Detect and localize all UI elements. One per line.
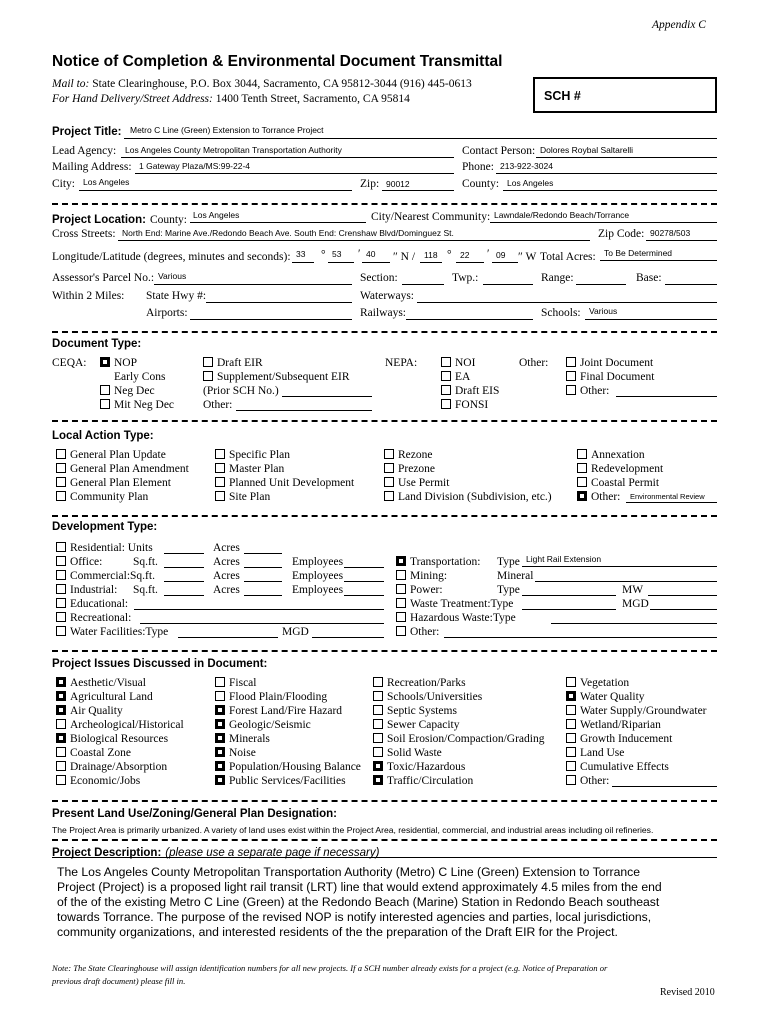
issue-cumulative-effects[interactable] — [566, 760, 669, 774]
issue-archeological-historical[interactable] — [56, 718, 184, 732]
project-location-heading: Project Location: — [52, 214, 146, 226]
local-prezone-label: Prezone — [398, 463, 436, 475]
lon-minutes[interactable]: 22 — [460, 250, 470, 260]
issue-water-quality-checkbox[interactable] — [566, 691, 576, 701]
issue-land-use-checkbox[interactable] — [566, 747, 576, 757]
local-general-plan-element[interactable] — [56, 476, 171, 490]
issue-other[interactable] — [566, 774, 609, 788]
cross-streets-label: Cross Streets: — [52, 228, 116, 240]
waterways-label: Waterways: — [360, 290, 414, 302]
transportation-type-value[interactable]: Light Rail Extension — [526, 554, 602, 564]
local-coastal-permit[interactable] — [577, 476, 659, 490]
issue-flood-plain-flooding-label: Flood Plain/Flooding — [229, 691, 328, 703]
contact-person-value[interactable]: Dolores Roybal Saltarelli — [540, 145, 634, 155]
issue-fiscal[interactable] — [215, 676, 256, 690]
project-description-sub: (please use a separate page if necessary) — [165, 847, 380, 859]
local-general-plan-element-label: General Plan Element — [70, 477, 171, 489]
lead-agency-label: Lead Agency: — [52, 145, 117, 157]
lon-degrees[interactable]: 118 — [424, 250, 438, 260]
local-use-permit-label: Use Permit — [398, 477, 450, 489]
issue-noise-checkbox[interactable] — [215, 747, 225, 757]
issue-soil-erosion-compaction-grading[interactable] — [373, 732, 544, 746]
issue-biological-resources-label: Biological Resources — [70, 733, 169, 745]
local-general-plan-amendment-label: General Plan Amendment — [70, 463, 189, 475]
issue-agricultural-land-label: Agricultural Land — [70, 691, 153, 703]
sch-box[interactable] — [533, 77, 717, 113]
contact-person-label: Contact Person: — [462, 145, 536, 157]
lat-seconds[interactable]: 40 — [366, 249, 376, 259]
issue-coastal-zone-checkbox[interactable] — [56, 747, 66, 757]
city-value[interactable]: Los Angeles — [83, 177, 130, 187]
dev-industrial[interactable]: Industrial: — [56, 583, 117, 597]
issue-economic-jobs-checkbox[interactable] — [56, 775, 66, 785]
issue-soil-erosion-compaction-grading-label: Soil Erosion/Compaction/Grading — [387, 733, 545, 745]
issue-land-use-label: Land Use — [580, 747, 625, 759]
issue-growth-inducement[interactable] — [566, 732, 672, 746]
appendix-label: Appendix C — [652, 19, 706, 31]
local-planned-unit-development[interactable] — [215, 476, 354, 490]
dev-transportation[interactable]: Transportation: — [396, 555, 481, 569]
issue-minerals-checkbox[interactable] — [215, 733, 225, 743]
issue-wetland-riparian-label: Wetland/Riparian — [580, 719, 661, 731]
issue-toxic-hazardous[interactable] — [373, 760, 465, 774]
lead-agency-value[interactable]: Los Angeles County Metropolitan Transportation Authority — [125, 145, 342, 155]
doc-noi[interactable]: NOI — [441, 356, 475, 370]
local-coastal-permit-checkbox[interactable] — [577, 477, 587, 487]
local-annexation[interactable] — [577, 448, 645, 462]
local-general-plan-amendment-checkbox[interactable] — [56, 463, 66, 473]
community-label: City/Nearest Community: — [371, 211, 491, 223]
mailing-address-value[interactable]: 1 Gateway Plaza/MS:99-22-4 — [139, 161, 251, 171]
project-description-heading: Project Description: — [52, 847, 162, 859]
doc-other-3[interactable]: Other: — [566, 384, 609, 398]
city-label: City: — [52, 178, 76, 190]
mail-line-1: Mail to: State Clearinghouse, P.O. Box 3044, Sacramento, CA 95812-3044 (916) 445-0613 — [52, 78, 472, 90]
issue-agricultural-land-checkbox[interactable] — [56, 691, 66, 701]
local-redevelopment[interactable] — [577, 462, 663, 476]
local-redevelopment-checkbox[interactable] — [577, 463, 587, 473]
issue-economic-jobs-label: Economic/Jobs — [70, 775, 141, 787]
issue-vegetation-label: Vegetation — [580, 677, 630, 689]
local-community-plan[interactable] — [56, 490, 148, 504]
dev-residential[interactable]: Residential: Units — [56, 541, 153, 555]
dev-mining[interactable]: Mining: — [396, 569, 447, 583]
local-land-division-subdivision-etc-label: Land Division (Subdivision, etc.) — [398, 491, 552, 503]
location-county-value[interactable]: Los Angeles — [193, 210, 240, 220]
land-use-heading: Present Land Use/Zoning/General Plan Designation: — [52, 808, 337, 820]
local-general-plan-update-checkbox[interactable] — [56, 449, 66, 459]
issue-agricultural-land[interactable] — [56, 690, 153, 704]
within-label: Within 2 Miles: — [52, 290, 125, 302]
schools-label: Schools: — [541, 307, 581, 319]
description-line: towards Torrance. The purpose of the revised NOP is notify interested agencies and parties, local jurisdictions, — [57, 910, 652, 924]
base-label: Base: — [636, 272, 662, 284]
issue-fiscal-label: Fiscal — [229, 677, 257, 689]
issue-forest-land-fire-hazard-label: Forest Land/Fire Hazard — [229, 705, 343, 717]
issue-air-quality-label: Air Quality — [70, 705, 123, 717]
issue-water-supply-groundwater-checkbox[interactable] — [566, 705, 576, 715]
state-hwy-label: State Hwy #: — [146, 290, 207, 302]
issue-population-housing-balance[interactable] — [215, 760, 361, 774]
local-other-checkbox[interactable] — [577, 491, 587, 501]
schools-value[interactable]: Various — [589, 306, 618, 316]
issue-geologic-seismic[interactable] — [215, 718, 311, 732]
dev-hazardous[interactable]: Hazardous Waste:Type — [396, 611, 516, 625]
dev-waste[interactable]: Waste Treatment:Type — [396, 597, 513, 611]
county-value[interactable]: Los Angeles — [507, 178, 554, 188]
local-action-heading: Local Action Type: — [52, 430, 154, 442]
issue-schools-universities[interactable] — [373, 690, 482, 704]
railways-label: Railways: — [360, 307, 406, 319]
issue-air-quality[interactable] — [56, 704, 123, 718]
local-coastal-permit-label: Coastal Permit — [591, 477, 660, 489]
total-acres-label: Total Acres: — [540, 251, 596, 263]
issue-septic-systems-checkbox[interactable] — [373, 705, 383, 715]
local-planned-unit-development-checkbox[interactable] — [215, 477, 225, 487]
cross-streets-value[interactable]: North End: Marine Ave./Redondo Beach Ave. South End: Crenshaw Blvd/Dominguez St. — [122, 228, 454, 238]
ceqa-label: CEQA: — [52, 357, 87, 369]
issue-coastal-zone[interactable] — [56, 746, 131, 760]
local-other-label: Other: — [591, 491, 621, 503]
lon-seconds[interactable]: 09 — [496, 250, 506, 260]
project-issues-heading: Project Issues Discussed in Document: — [52, 658, 268, 670]
issue-wetland-riparian-checkbox[interactable] — [566, 719, 576, 729]
local-specific-plan-checkbox[interactable] — [215, 449, 225, 459]
issue-population-housing-balance-checkbox[interactable] — [215, 761, 225, 771]
issue-noise-label: Noise — [229, 747, 256, 759]
local-other-value[interactable]: Environmental Review — [630, 492, 705, 501]
twp-label: Twp.: — [452, 272, 479, 284]
development-type-heading: Development Type: — [52, 521, 158, 533]
issue-recreation-parks[interactable] — [373, 676, 466, 690]
dev-other[interactable]: Other: — [396, 625, 439, 639]
airports-label: Airports: — [146, 307, 188, 319]
document-type-heading: Document Type: — [52, 338, 142, 350]
local-specific-plan[interactable] — [215, 448, 290, 462]
issue-solid-waste-label: Solid Waste — [387, 747, 442, 759]
local-land-division-subdivision-etc[interactable] — [384, 490, 552, 504]
doc-joint[interactable]: Joint Document — [566, 356, 653, 370]
mailing-address-label: Mailing Address: — [52, 161, 132, 173]
issue-population-housing-balance-label: Population/Housing Balance — [229, 761, 361, 773]
issue-growth-inducement-checkbox[interactable] — [566, 733, 576, 743]
issue-biological-resources[interactable] — [56, 732, 168, 746]
dev-commercial[interactable]: Commercial:Sq.ft. — [56, 569, 155, 583]
local-land-division-subdivision-etc-checkbox[interactable] — [384, 491, 394, 501]
local-site-plan-label: Site Plan — [229, 491, 271, 503]
local-prezone-checkbox[interactable] — [384, 463, 394, 473]
local-redevelopment-label: Redevelopment — [591, 463, 664, 475]
lat-degrees[interactable]: 33 — [296, 249, 306, 259]
local-prezone[interactable] — [384, 462, 435, 476]
issue-public-services-facilities-checkbox[interactable] — [215, 775, 225, 785]
issue-toxic-hazardous-label: Toxic/Hazardous — [387, 761, 466, 773]
issue-geologic-seismic-label: Geologic/Seismic — [229, 719, 311, 731]
issue-drainage-absorption[interactable] — [56, 760, 167, 774]
local-master-plan-checkbox[interactable] — [215, 463, 225, 473]
section-label: Section: — [360, 272, 398, 284]
issue-minerals-label: Minerals — [229, 733, 270, 745]
issue-drainage-absorption-checkbox[interactable] — [56, 761, 66, 771]
local-use-permit[interactable] — [384, 476, 449, 490]
local-general-plan-update[interactable] — [56, 448, 166, 462]
description-line: The Los Angeles County Metropolitan Transportation Authority (Metro) C Line (Green) Extension to Torrance — [57, 865, 641, 879]
community-value[interactable]: Lawndale/Redondo Beach/Torrance — [494, 210, 630, 220]
issue-schools-universities-checkbox[interactable] — [373, 691, 383, 701]
zip-label: Zip: — [360, 178, 380, 190]
issue-coastal-zone-label: Coastal Zone — [70, 747, 131, 759]
doc-draft-eis[interactable]: Draft EIS — [441, 384, 499, 398]
dev-recreational[interactable]: Recreational: — [56, 611, 131, 625]
issue-water-quality[interactable] — [566, 690, 645, 704]
local-annexation-label: Annexation — [591, 449, 645, 461]
issue-solid-waste-checkbox[interactable] — [373, 747, 383, 757]
issue-geologic-seismic-checkbox[interactable] — [215, 719, 225, 729]
local-master-plan[interactable] — [215, 462, 284, 476]
issue-cumulative-effects-label: Cumulative Effects — [580, 761, 669, 773]
issue-other-label: Other: — [580, 775, 610, 787]
issue-public-services-facilities[interactable] — [215, 774, 346, 788]
range-label: Range: — [541, 272, 574, 284]
issue-schools-universities-label: Schools/Universities — [387, 691, 483, 703]
nepa-other-label: Other: — [519, 357, 549, 369]
issue-land-use[interactable] — [566, 746, 624, 760]
issue-noise[interactable] — [215, 746, 256, 760]
dev-water[interactable]: Water Facilities:Type — [56, 625, 168, 639]
note-line-2: previous draft document) please fill in. — [52, 976, 186, 986]
issue-other-checkbox[interactable] — [566, 775, 576, 785]
local-rezone-checkbox[interactable] — [384, 449, 394, 459]
lat-minutes[interactable]: 53 — [332, 249, 342, 259]
doc-fonsi[interactable]: FONSI — [441, 398, 488, 412]
issue-flood-plain-flooding-checkbox[interactable] — [215, 691, 225, 701]
doc-ea[interactable]: EA — [441, 370, 470, 384]
local-annexation-checkbox[interactable] — [577, 449, 587, 459]
total-acres-value[interactable]: To Be Determined — [604, 248, 673, 258]
local-rezone-label: Rezone — [398, 449, 433, 461]
phone-value[interactable]: 213-922-3024 — [500, 161, 553, 171]
note-line-1: Note: The State Clearinghouse will assign identification numbers for all new projects. If a SCH number already exists for a project (e.g. Notice of Preparation or — [52, 963, 608, 973]
project-title-value[interactable]: Metro C Line (Green) Extension to Torrance Project — [130, 125, 324, 135]
issue-recreation-parks-label: Recreation/Parks — [387, 677, 466, 689]
local-general-plan-amendment[interactable] — [56, 462, 189, 476]
land-use-text[interactable]: The Project Area is primarily urbanized. A variety of land uses exist within the Project Area, residential, commercial, and industrial areas including oil refineries. — [52, 825, 654, 835]
issue-sewer-capacity-label: Sewer Capacity — [387, 719, 460, 731]
doc-neg-dec[interactable]: Neg Dec — [100, 384, 155, 398]
local-rezone[interactable] — [384, 448, 432, 462]
nepa-label: NEPA: — [385, 357, 418, 369]
doc-final[interactable]: Final Document — [566, 370, 654, 384]
doc-supplement[interactable]: Supplement/Subsequent EIR — [203, 370, 350, 384]
doc-other: Other: — [203, 399, 233, 411]
nop-checkbox[interactable] — [100, 357, 110, 367]
issue-forest-land-fire-hazard-checkbox[interactable] — [215, 705, 225, 715]
dev-educational[interactable]: Educational: — [56, 597, 128, 611]
local-use-permit-checkbox[interactable] — [384, 477, 394, 487]
revised-label: Revised 2010 — [660, 987, 715, 998]
issue-traffic-circulation-checkbox[interactable] — [373, 775, 383, 785]
issue-vegetation-checkbox[interactable] — [566, 677, 576, 687]
issue-septic-systems[interactable] — [373, 704, 457, 718]
issue-cumulative-effects-checkbox[interactable] — [566, 761, 576, 771]
county-label: County: — [462, 178, 500, 190]
project-title-label: Project Title: — [52, 126, 122, 138]
dev-power[interactable]: Power: — [396, 583, 443, 597]
issue-sewer-capacity[interactable] — [373, 718, 460, 732]
project-description-header — [52, 843, 379, 861]
latlong-label: Longitude/Latitude (degrees, minutes and seconds): — [52, 251, 291, 263]
issue-archeological-historical-checkbox[interactable] — [56, 719, 66, 729]
issue-fiscal-checkbox[interactable] — [215, 677, 225, 687]
issue-traffic-circulation-label: Traffic/Circulation — [387, 775, 474, 787]
doc-draft-eir[interactable]: Draft EIR — [203, 356, 263, 370]
issue-water-supply-groundwater[interactable] — [566, 704, 707, 718]
doc-nop[interactable]: NOP — [100, 356, 137, 370]
doc-early-cons[interactable]: Early Cons — [114, 371, 166, 383]
page-title: Notice of Completion & Environmental Document Transmittal — [52, 53, 503, 70]
issue-aesthetic-visual-checkbox[interactable] — [56, 677, 66, 687]
local-other[interactable] — [577, 490, 620, 504]
issue-economic-jobs[interactable] — [56, 774, 140, 788]
issue-archeological-historical-label: Archeological/Historical — [70, 719, 184, 731]
issue-water-quality-label: Water Quality — [580, 691, 645, 703]
parcel-value[interactable]: Various — [158, 271, 187, 281]
description-line: of the of the existing Metro C Line (Green) at the Redondo Beach (Marine) Station in Redondo Beach southeast — [57, 895, 660, 909]
issue-air-quality-checkbox[interactable] — [56, 705, 66, 715]
zip-value[interactable]: 90012 — [386, 179, 410, 189]
zip-code-label: Zip Code: — [598, 228, 645, 240]
parcel-label: Assessor's Parcel No.: — [52, 272, 155, 284]
local-community-plan-checkbox[interactable] — [56, 491, 66, 501]
issue-aesthetic-visual[interactable] — [56, 676, 146, 690]
local-general-plan-element-checkbox[interactable] — [56, 477, 66, 487]
local-master-plan-label: Master Plan — [229, 463, 285, 475]
issue-vegetation[interactable] — [566, 676, 629, 690]
issue-growth-inducement-label: Growth Inducement — [580, 733, 673, 745]
issue-flood-plain-flooding[interactable] — [215, 690, 327, 704]
local-general-plan-update-label: General Plan Update — [70, 449, 166, 461]
local-site-plan[interactable] — [215, 490, 270, 504]
sch-label: SCH # — [544, 89, 581, 103]
mail-line-2: For Hand Delivery/Street Address: 1400 Tenth Street, Sacramento, CA 95814 — [52, 93, 410, 105]
issue-sewer-capacity-checkbox[interactable] — [373, 719, 383, 729]
local-planned-unit-development-label: Planned Unit Development — [229, 477, 355, 489]
issue-solid-waste[interactable] — [373, 746, 442, 760]
issue-soil-erosion-compaction-grading-checkbox[interactable] — [373, 733, 383, 743]
local-community-plan-label: Community Plan — [70, 491, 149, 503]
local-specific-plan-label: Specific Plan — [229, 449, 290, 461]
doc-mit-neg-dec[interactable]: Mit Neg Dec — [100, 398, 174, 412]
issue-minerals[interactable] — [215, 732, 270, 746]
issue-forest-land-fire-hazard[interactable] — [215, 704, 342, 718]
issue-drainage-absorption-label: Drainage/Absorption — [70, 761, 168, 773]
dev-office[interactable]: Office: — [56, 555, 102, 569]
phone-label: Phone: — [462, 161, 494, 173]
issue-septic-systems-label: Septic Systems — [387, 705, 457, 717]
issue-aesthetic-visual-label: Aesthetic/Visual — [70, 677, 146, 689]
issue-public-services-facilities-label: Public Services/Facilities — [229, 775, 346, 787]
issue-toxic-hazardous-checkbox[interactable] — [373, 761, 383, 771]
doc-prior-sch: (Prior SCH No.) — [203, 385, 279, 397]
local-site-plan-checkbox[interactable] — [215, 491, 225, 501]
project-location-row: Project Location: County: — [52, 214, 187, 226]
zip-code-value[interactable]: 90278/503 — [650, 228, 691, 238]
issue-biological-resources-checkbox[interactable] — [56, 733, 66, 743]
issue-wetland-riparian[interactable] — [566, 718, 661, 732]
issue-water-supply-groundwater-label: Water Supply/Groundwater — [580, 705, 707, 717]
issue-recreation-parks-checkbox[interactable] — [373, 677, 383, 687]
description-line: community organizations, and interested residents of the the preparation of the Draft EIR for the Project. — [57, 925, 618, 939]
issue-traffic-circulation[interactable] — [373, 774, 473, 788]
description-line: Project (Project) is a proposed light rail transit (LRT) line that would extend approximately 4.5 miles from the end — [57, 880, 662, 894]
